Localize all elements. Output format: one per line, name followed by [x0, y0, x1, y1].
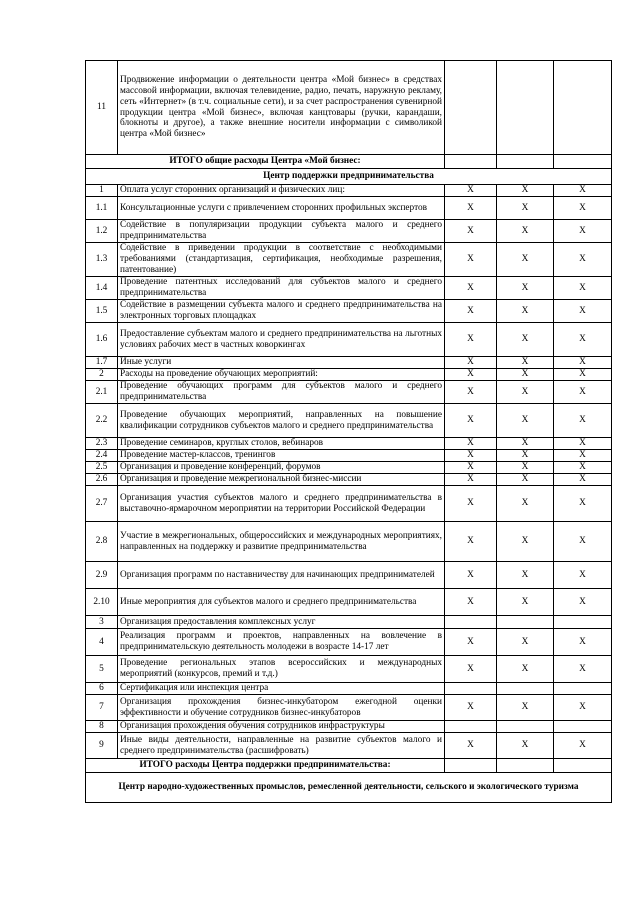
row-description: Организация программ по наставничеству для начинающих предпринимателей [118, 562, 445, 589]
mark-cell: X [497, 656, 554, 683]
row-description: Проведение обучающих мероприятий, направленных на повышение квалификации сотрудников субъектов малого и среднего предпринимательства [118, 404, 445, 438]
mark-cell: X [497, 277, 554, 300]
row-description: Организация участия субъектов малого и среднего предпринимательства в выставочно-ярмарочном мероприятии на территории Российской Федерации [118, 486, 445, 522]
mark-cell: X [445, 656, 497, 683]
table-row [86, 277, 612, 300]
mark-cell [445, 683, 497, 695]
mark-cell: X [497, 323, 554, 357]
table-row [86, 683, 612, 695]
row-description: Проведение обучающих программ для субъектов малого и среднего предпринимательства [118, 381, 445, 404]
table-row [86, 522, 612, 562]
mark-cell: X [445, 357, 497, 369]
row-number: 2.1 [86, 381, 118, 404]
mark-cell: X [445, 474, 497, 486]
mark-cell: X [497, 462, 554, 474]
row-description: Иные услуги [118, 357, 445, 369]
row-number: 2.7 [86, 486, 118, 522]
mark-cell: X [554, 629, 612, 656]
table-row [86, 616, 612, 629]
section-header-row [86, 169, 612, 185]
total-value-cell [554, 155, 612, 169]
row-number: 6 [86, 683, 118, 695]
row-description: Проведение патентных исследований для субъектов малого и среднего предпринимательства [118, 277, 445, 300]
mark-cell: X [554, 589, 612, 616]
table-row [86, 357, 612, 369]
mark-cell: X [445, 589, 497, 616]
mark-cell: X [445, 733, 497, 759]
mark-cell: X [497, 220, 554, 243]
row-description: Организация и проведение конференций, форумов [118, 462, 445, 474]
row-description: Продвижение информации о деятельности центра «Мой бизнес» в средствах массовой информации, включая телевидение, радио, печать, наружную рекламу, сеть «Интернет» (в т.ч. социальные сети), и за счет распространения сувенирной продукции центра «Мой бизнес», включая канцтовары (ручки, карандаши, блокноты и другое), а также внешние носители информации с символикой центра «Мой бизнес» [118, 61, 445, 155]
section-title: Центр поддержки предпринимательства [86, 169, 612, 185]
table-row [86, 323, 612, 357]
row-description: Организация прохождения бизнес-инкубатором ежегодной оценки эффективности и обучение сотрудников бизнес-инкубаторов [118, 695, 445, 721]
mark-cell: X [554, 381, 612, 404]
table-row [86, 486, 612, 522]
table-row [86, 243, 612, 277]
mark-cell: X [445, 381, 497, 404]
row-number: 11 [86, 61, 118, 155]
mark-cell: X [445, 277, 497, 300]
mark-cell: X [445, 486, 497, 522]
mark-cell [554, 616, 612, 629]
total-value-cell [497, 759, 554, 773]
mark-cell: X [554, 369, 612, 381]
total-label: ИТОГО общие расходы Центра «Мой бизнес: [86, 155, 445, 169]
row-number: 2.6 [86, 474, 118, 486]
mark-cell: X [497, 438, 554, 450]
mark-cell [445, 616, 497, 629]
row-description: Проведение семинаров, круглых столов, вебинаров [118, 438, 445, 450]
row-number: 5 [86, 656, 118, 683]
mark-cell: X [554, 522, 612, 562]
row-number: 8 [86, 721, 118, 733]
row-description: Оплата услуг сторонних организаций и физических лиц: [118, 185, 445, 197]
mark-cell: X [554, 300, 612, 323]
mark-cell: X [554, 438, 612, 450]
row-number: 2.2 [86, 404, 118, 438]
mark-cell [497, 616, 554, 629]
mark-cell: X [497, 486, 554, 522]
table-row [86, 629, 612, 656]
mark-cell: X [445, 369, 497, 381]
mark-cell: X [445, 562, 497, 589]
table-row [86, 733, 612, 759]
row-number: 1 [86, 185, 118, 197]
mark-cell: X [554, 733, 612, 759]
table-row [86, 197, 612, 220]
mark-cell [497, 721, 554, 733]
mark-cell: X [554, 277, 612, 300]
table-row [86, 721, 612, 733]
mark-cell: X [445, 629, 497, 656]
mark-cell: X [554, 323, 612, 357]
mark-cell: X [497, 369, 554, 381]
row-number: 1.7 [86, 357, 118, 369]
row-number: 1.6 [86, 323, 118, 357]
expenses-table [85, 60, 612, 803]
mark-cell: X [554, 243, 612, 277]
mark-cell: X [497, 474, 554, 486]
row-number: 1.4 [86, 277, 118, 300]
mark-cell: X [445, 404, 497, 438]
table-row [86, 185, 612, 197]
row-description: Организация предоставления комплексных услуг [118, 616, 445, 629]
row-number: 7 [86, 695, 118, 721]
row-number: 1.5 [86, 300, 118, 323]
mark-cell: X [445, 695, 497, 721]
mark-cell: X [497, 450, 554, 462]
mark-cell: X [497, 243, 554, 277]
mark-cell [554, 683, 612, 695]
mark-cell: X [445, 220, 497, 243]
mark-cell: X [497, 185, 554, 197]
row-number: 2.4 [86, 450, 118, 462]
row-description: Проведение мастер-классов, тренингов [118, 450, 445, 462]
row-number: 2.8 [86, 522, 118, 562]
total-value-cell [445, 759, 497, 773]
mark-cell: X [497, 589, 554, 616]
mark-cell: X [497, 522, 554, 562]
mark-cell: X [554, 220, 612, 243]
table-row [86, 474, 612, 486]
mark-cell: X [497, 381, 554, 404]
row-description: Проведение региональных этапов всероссийских и международных мероприятий (конкурсов, премий и т.д.) [118, 656, 445, 683]
section-header-row [86, 773, 612, 803]
mark-cell: X [554, 197, 612, 220]
row-description: Организация прохождения обучения сотрудников инфраструктуры [118, 721, 445, 733]
mark-cell: X [445, 197, 497, 220]
total-value-cell [497, 155, 554, 169]
mark-cell: X [554, 185, 612, 197]
mark-cell: X [497, 357, 554, 369]
table-row [86, 695, 612, 721]
row-description: Предоставление субъектам малого и среднего предпринимательства на льготных условиях рабочих мест в частных коворкингах [118, 323, 445, 357]
mark-cell: X [445, 323, 497, 357]
row-description: Расходы на проведение обучающих мероприятий: [118, 369, 445, 381]
mark-cell [554, 61, 612, 155]
total-row [86, 759, 612, 773]
row-description: Содействие в популяризации продукции субъекта малого и среднего предпринимательства [118, 220, 445, 243]
mark-cell: X [554, 562, 612, 589]
row-number: 4 [86, 629, 118, 656]
row-description: Содействие в размещении субъекта малого и среднего предпринимательства на электронных торговых площадках [118, 300, 445, 323]
mark-cell: X [497, 695, 554, 721]
row-description: Иные виды деятельности, направленные на развитие субъектов малого и среднего предпринимательства (расшифровать) [118, 733, 445, 759]
mark-cell: X [497, 733, 554, 759]
row-description: Иные мероприятия для субъектов малого и среднего предпринимательства [118, 589, 445, 616]
mark-cell: X [497, 197, 554, 220]
row-description: Организация и проведение межрегиональной бизнес-миссии [118, 474, 445, 486]
row-description: Участие в межрегиональных, общероссийских и международных мероприятиях, направленных на поддержку и развитие предпринимательства [118, 522, 445, 562]
mark-cell [554, 721, 612, 733]
row-number: 1.1 [86, 197, 118, 220]
mark-cell: X [554, 656, 612, 683]
table-row [86, 462, 612, 474]
mark-cell: X [497, 562, 554, 589]
table-row [86, 381, 612, 404]
section-title: Центр народно-художественных промыслов, ремесленной деятельности, сельского и экологического туризма [86, 773, 612, 803]
row-number: 2.5 [86, 462, 118, 474]
row-description: Сертификация или инспекция центра [118, 683, 445, 695]
table-row [86, 404, 612, 438]
total-value-cell [554, 759, 612, 773]
mark-cell [497, 683, 554, 695]
row-number: 2.10 [86, 589, 118, 616]
table-row [86, 589, 612, 616]
mark-cell: X [445, 450, 497, 462]
row-number: 3 [86, 616, 118, 629]
row-number: 1.2 [86, 220, 118, 243]
table-row [86, 220, 612, 243]
table-row [86, 369, 612, 381]
table-row [86, 562, 612, 589]
mark-cell [497, 61, 554, 155]
table-row [86, 61, 612, 155]
mark-cell: X [497, 404, 554, 438]
total-value-cell [445, 155, 497, 169]
row-number: 9 [86, 733, 118, 759]
mark-cell: X [497, 629, 554, 656]
table-row [86, 300, 612, 323]
row-number: 2.9 [86, 562, 118, 589]
mark-cell: X [554, 404, 612, 438]
mark-cell: X [554, 357, 612, 369]
mark-cell: X [554, 450, 612, 462]
mark-cell [445, 721, 497, 733]
total-label: ИТОГО расходы Центра поддержки предпринимательства: [86, 759, 445, 773]
mark-cell: X [445, 522, 497, 562]
mark-cell: X [554, 474, 612, 486]
mark-cell: X [445, 300, 497, 323]
total-row [86, 155, 612, 169]
mark-cell: X [445, 243, 497, 277]
mark-cell: X [554, 462, 612, 474]
mark-cell: X [445, 462, 497, 474]
row-description: Реализация программ и проектов, направленных на вовлечение в предпринимательскую деятельность молодежи в возрасте 14-17 лет [118, 629, 445, 656]
mark-cell: X [445, 438, 497, 450]
table-body [86, 61, 612, 803]
table-row [86, 656, 612, 683]
mark-cell: X [554, 695, 612, 721]
table-row [86, 438, 612, 450]
row-number: 1.3 [86, 243, 118, 277]
mark-cell: X [497, 300, 554, 323]
table-row [86, 450, 612, 462]
mark-cell: X [554, 486, 612, 522]
row-description: Консультационные услуги с привлечением сторонних профильных экспертов [118, 197, 445, 220]
row-number: 2 [86, 369, 118, 381]
row-number: 2.3 [86, 438, 118, 450]
mark-cell: X [445, 185, 497, 197]
mark-cell [445, 61, 497, 155]
row-description: Содействие в приведении продукции в соответствие с необходимыми требованиями (стандартизация, сертификация, необходимые разрешения, патентование) [118, 243, 445, 277]
